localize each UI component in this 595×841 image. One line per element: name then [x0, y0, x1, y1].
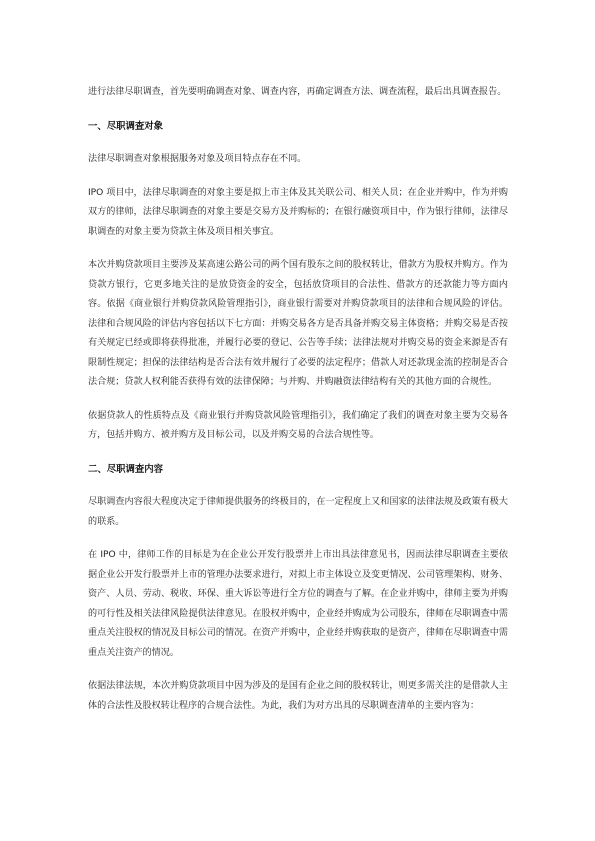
section2-paragraph-1: 尽职调查内容很大程度决定于律师提供服务的终极目的，在一定程度上又和国家的法律法规及政策有极大的联系。 [88, 497, 508, 527]
document-body [88, 83, 508, 716]
section2-paragraph-3: 依据法律法规，本次并购贷款项目中因为涉及的是国有企业之间的股权转让，则更多需关注的是借款人主体的合法性及股权转让程序的合规合法性。为此，我们为对方出具的尽职调查清单的主要内容为： [88, 681, 508, 711]
section-heading-content: 二、尽职调查内容 [88, 463, 164, 475]
section1-paragraph-2: IPO 项目中，法律尽职调查的对象主要是拟上市主体及其关联公司、相关人员；在企业并购中，作为并购双方的律师，法律尽职调查的对象主要是交易方及并购标的；在银行融资项目中，作为银行律师，法律尽职调查的对象主要为贷款主体及项目相关事宜。 [88, 187, 508, 237]
section1-paragraph-3: 本次并购贷款项目主要涉及某高速公路公司的两个国有股东之间的股权转让，借款方为股权并购方。作为贷款方银行，它更多地关注的是放贷资金的安全，包括放贷项目的合法性、借款方的还款能力等方面内容。依据《商业银行并购贷款风险管理指引》，商业银行需要对并购贷款项目的法律和合规风险的评估。法律和合规风险的评估内容包括以下七方面：并购交易各方是否具备并购交易主体资格；并购交易是否按有关规定已经或即将获得批准，并履行必要的登记、公告等手续；法律法规对并购交易的资金来源是否有限制性规定；担保的法律结构是否合法有效并履行了必要的法定程序；借款人对还款现金流的控制是否合法合规；贷款人权利能否获得有效的法律保障；与并购、并购融资法律结构有关的其他方面的合规性。 [88, 260, 508, 387]
section1-paragraph-4: 依据贷款人的性质特点及《商业银行并购贷款风险管理指引》，我们确定了我们的调查对象主要为交易各方，包括并购方、被并购方及目标公司，以及并购交易的合法合规性等。 [88, 410, 508, 440]
intro-paragraph: 进行法律尽职调查，首先要明确调查对象、调查内容，再确定调查方法、调查流程，最后出具调查报告。 [88, 87, 507, 97]
section1-paragraph-1: 法律尽职调查对象根据服务对象及项目特点存在不同。 [88, 154, 307, 164]
section2-paragraph-2: 在 IPO 中，律师工作的目标是为在企业公开发行股票并上市出具法律意见书，因而法律尽职调查主要依据企业公开发行股票并上市的管理办法要求进行，对拟上市主体设立及变更情况、公司管理架构、财务、资产、人员、劳动、税收、环保、重大诉讼等进行全方位的调查与了解。在企业并购中，律师主要为并购的可行性及相关法律风险提供法律意见。在股权并购中，企业经并购成为公司股东，律师在尽职调查中需重点关注股权的情况及目标公司的情况。在资产并购中，企业经并购获取的是资产，律师在尽职调查中需重点关注资产的情况。 [88, 550, 508, 658]
section-heading-objects: 一、尽职调查对象 [88, 120, 164, 132]
